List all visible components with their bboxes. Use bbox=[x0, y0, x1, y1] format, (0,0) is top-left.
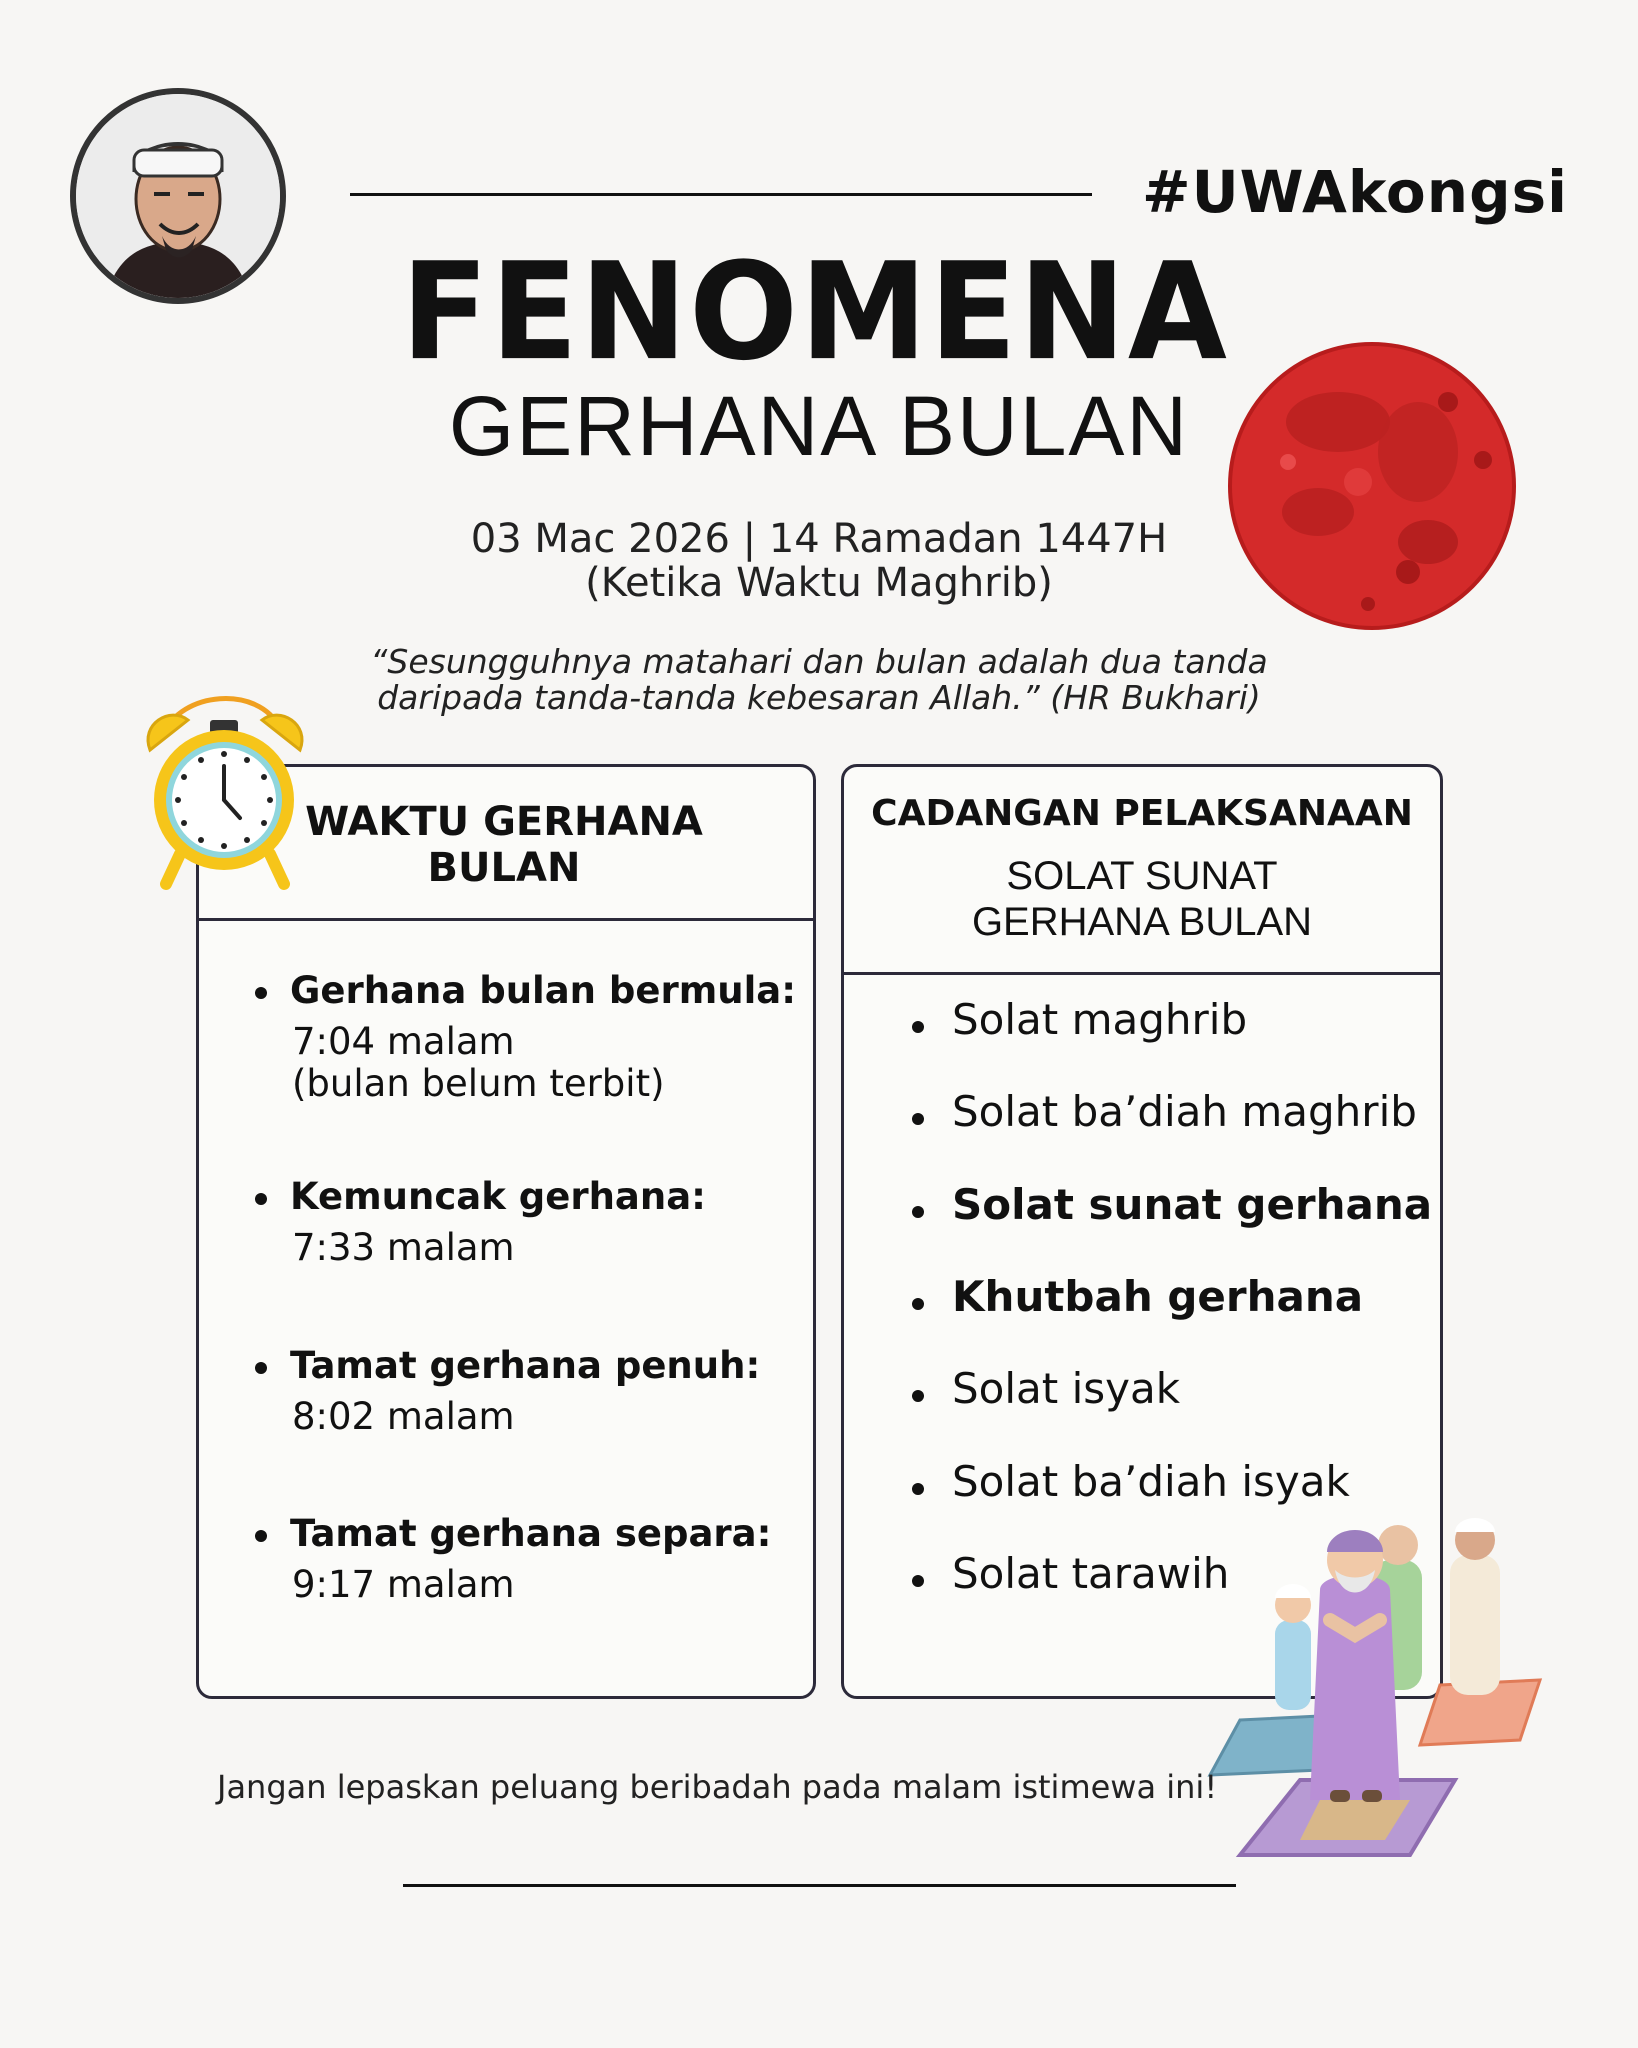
eclipse-times-heading-line2: BULAN bbox=[427, 845, 581, 891]
header-rule bbox=[350, 193, 1092, 196]
date-line: 03 Mac 2026 | 14 Ramadan 1447H bbox=[470, 516, 1168, 562]
time-label: Tamat gerhana separa: bbox=[290, 1512, 772, 1555]
bullet-dot bbox=[255, 1193, 267, 1205]
hadith-quote-line1: “Sesungguhnya matahari dan bulan adalah dua tanda bbox=[370, 642, 1268, 681]
time-label: Kemuncak gerhana: bbox=[290, 1175, 706, 1218]
praying-people-illustration bbox=[1200, 1500, 1545, 1860]
hadith-quote-line2: daripada tanda-tanda kebesaran Allah.” (HR Bukhari) bbox=[377, 678, 1261, 717]
time-label: Gerhana bulan bermula: bbox=[290, 969, 797, 1012]
page-title: FENOMENA bbox=[401, 234, 1229, 391]
time-value: 9:17 malam bbox=[292, 1563, 515, 1606]
page-subtitle: GERHANA BULAN bbox=[448, 379, 1190, 473]
footer-rule bbox=[403, 1884, 1236, 1887]
bullet-dot bbox=[912, 1206, 924, 1218]
prayer-item-text: Solat maghrib bbox=[952, 995, 1248, 1044]
time-note: (bulan belum terbit) bbox=[292, 1062, 665, 1105]
time-label: Tamat gerhana penuh: bbox=[290, 1344, 761, 1387]
prayer-item-text: Solat ba’diah maghrib bbox=[952, 1087, 1417, 1136]
prayer-plan-subheading bbox=[844, 853, 1440, 945]
bullet-dot bbox=[912, 1483, 924, 1495]
prayer-item-text: Solat sunat gerhana bbox=[952, 1180, 1433, 1229]
prayer-item-text: Solat ba’diah isyak bbox=[952, 1457, 1350, 1506]
card-divider bbox=[199, 918, 813, 921]
eclipse-times-heading-line1: WAKTU GERHANA bbox=[305, 799, 703, 845]
time-value: 7:33 malam bbox=[292, 1226, 515, 1269]
bullet-dot bbox=[255, 1362, 267, 1374]
time-value: 8:02 malam bbox=[292, 1395, 515, 1438]
footer-message: Jangan lepaskan peluang beribadah pada malam istimewa ini! bbox=[217, 1768, 1218, 1806]
bullet-dot bbox=[912, 1390, 924, 1402]
prayer-item-text: Solat tarawih bbox=[952, 1549, 1230, 1598]
card-divider bbox=[844, 972, 1440, 975]
prayer-item-text: Khutbah gerhana bbox=[952, 1272, 1364, 1321]
bullet-dot bbox=[912, 1021, 924, 1033]
prayer-item-text: Solat isyak bbox=[952, 1364, 1181, 1413]
prayer-plan-heading: CADANGAN PELAKSANAAN bbox=[871, 793, 1413, 834]
prayer-plan-subheading-line2: GERHANA BULAN bbox=[971, 900, 1313, 944]
hashtag: #UWAkongsi bbox=[1141, 158, 1568, 226]
eclipse-times-card bbox=[196, 764, 816, 1699]
bullet-dot bbox=[912, 1113, 924, 1125]
prayer-plan-subheading-line1: SOLAT SUNAT bbox=[1006, 854, 1278, 898]
alarm-clock-icon bbox=[140, 684, 310, 894]
time-value: 7:04 malam bbox=[292, 1020, 515, 1063]
bullet-dot bbox=[255, 1530, 267, 1542]
bullet-dot bbox=[912, 1575, 924, 1587]
eclipse-times-heading bbox=[294, 799, 714, 891]
bullet-dot bbox=[255, 987, 267, 999]
bullet-dot bbox=[912, 1298, 924, 1310]
time-line: (Ketika Waktu Maghrib) bbox=[585, 560, 1053, 606]
